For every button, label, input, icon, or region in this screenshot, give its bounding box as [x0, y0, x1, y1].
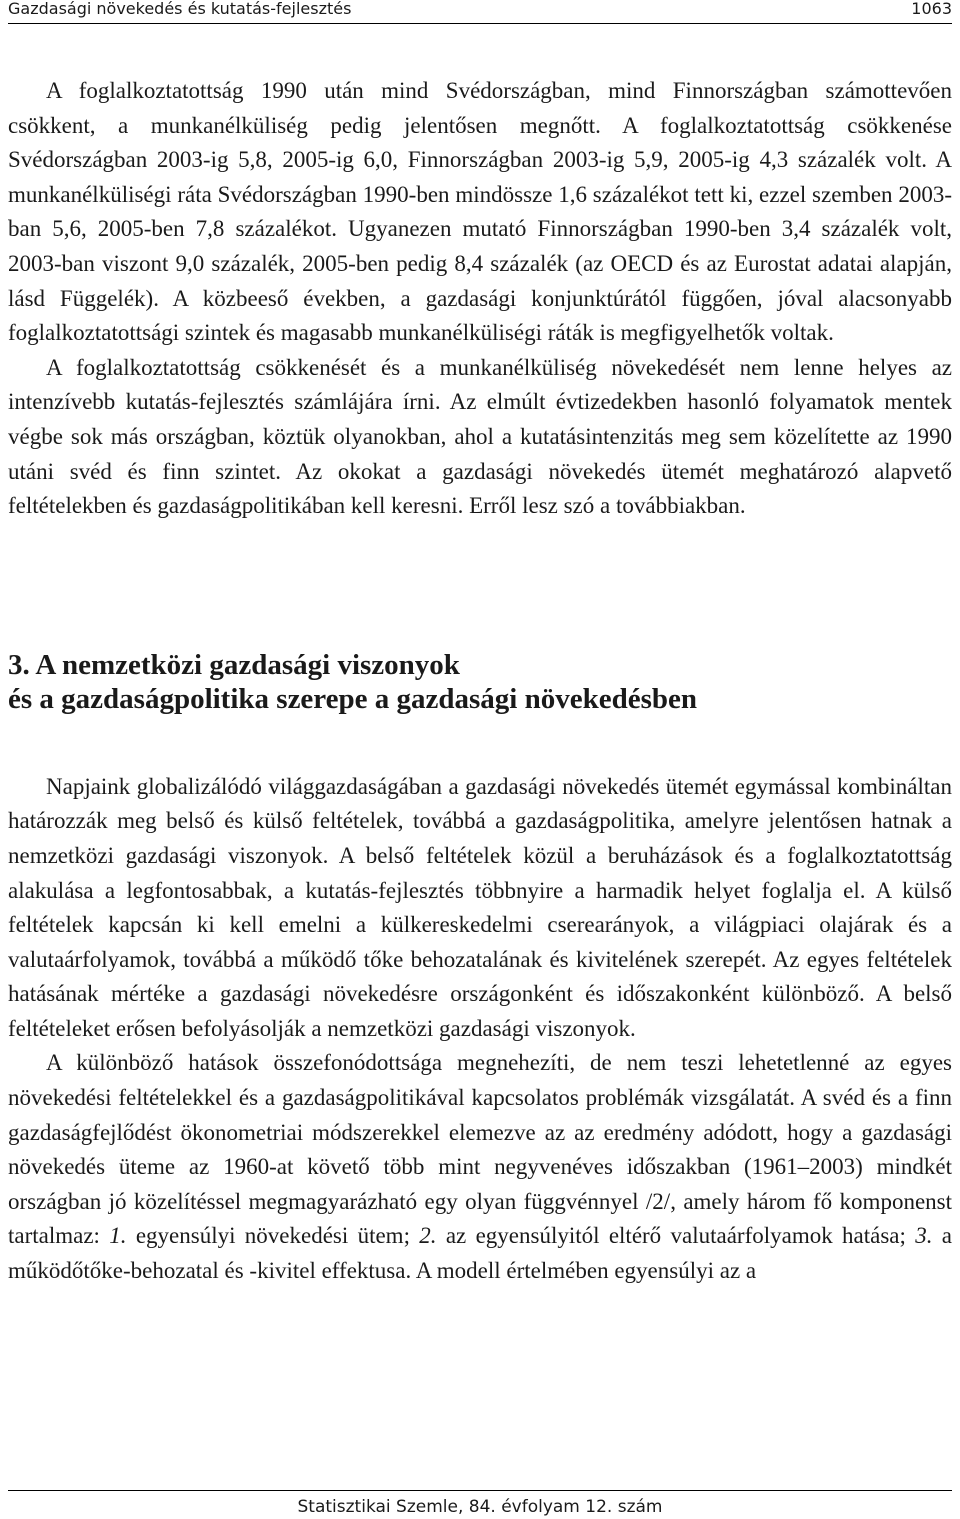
paragraph-causes: A foglalkoztatottság csökkenését és a munkanélküliség növekedését nem lenne helyes az intenzívebb kutatás-fejlesztés számlájára írni. Az elmúlt évtizedekben hasonló folyamatok mentek végbe sok más országban, köztük olyanokban, ahol a kutatásintenzitás meg sem közelítette az 1990 utáni svéd és finn szintet. Az okokat a gazdasági növekedés ütemét meghatározó alapvető feltételekben és gazdaságpolitikában kell keresni. Erről lesz szó a továbbiakban. [8, 354, 952, 519]
component-number-3: 3. [915, 1223, 933, 1249]
paragraph-model [8, 1046, 952, 1288]
section-title-line-1: 3. A nemzetközi gazdasági viszonyok [8, 648, 460, 681]
running-header [8, 0, 952, 24]
section-title-line-2: és a gazdaságpolitika szerepe a gazdasági növekedésben [8, 682, 698, 715]
paragraph-global-economy: Napjaink globalizálódó világgazdaságában a gazdasági növekedés ütemét egymással kombináltan határozzák meg belső és külső feltételek, továbbá a gazdaságpolitika, amelyre jelentősen hatnak a nemzetközi gazdasági viszonyok. A belső feltételek közül a beruházások és a foglalkoztatottság alakulása a legfontosabbak, a kutatás-fejlesztés többnyire a harmadik helyet foglalja el. A külső feltételek kapcsán ki kell emelni a külkereskedelmi cserearányok, a világpiaci olajárak és a valutaárfolyamok, továbbá a működő tőke behozatalának és kivitelének szerepét. Az egyes feltételek hatásának mértéke a gazdasági növekedésre országonként és időszakonként különböző. A belső feltételeket erősen befolyásolják a nemzetközi gazdasági viszonyok. [8, 773, 952, 1041]
section-title [8, 648, 952, 716]
model-text-d: a működőtőke-behozatal és -kivitel effektusa. A modell értelmében egyensúlyi az a [8, 1223, 952, 1284]
page-number: 1063 [911, 0, 952, 18]
model-text-a: A különböző hatások összefonódottsága megnehezíti, de nem teszi lehetetlenné az egyes növekedési feltételekkel és a gazdaságpolitikával kapcsolatos problémák vizsgálatát. A svéd és a finn gazdaságfejlődést ökonometriai módszerekkel elemezve az az eredmény adódott, hogy a gazdasági növekedés üteme az 1960-at követő több mint negyvenéves időszakban (1961–2003) mindkét országban jó közelítéssel megmagyarázható egy olyan függvénnyel /2/, amely három fő komponenst tartalmaz: [8, 1050, 952, 1249]
model-text-b: egyensúlyi növekedési ütem; [126, 1223, 420, 1249]
paragraph-employment: A foglalkoztatottság 1990 után mind Svédországban, mind Finnországban számottevően csökkent, a munkanélküliség pedig jelentősen megnőtt. A foglalkoztatottság csökkenése Svédországban 2003-ig 5,8, 2005-ig 6,0, Finnországban 2003-ig 5,9, 2005-ig 4,3 százalék volt. A munkanélküliségi ráta Svédországban 1990-ben mindössze 1,6 százalékot tett ki, ezzel szemben 2003-ban 5,6, 2005-ben 7,8 százalékot. Ugyanezen mutató Finnországban 1990-ben 3,4 százalék volt, 2003-ban viszont 9,0 százalék, 2005-ben pedig 8,4 százalék (az OECD és az Eurostat adatai alapján, lásd Függelék). A közbeeső években, a gazdasági konjunktúrától függően, jóval alacsonyabb foglalkoztatottsági szintek és magasabb munkanélküliségi ráták is megfigyelhetők voltak. [8, 78, 952, 346]
running-title: Gazdasági növekedés és kutatás-fejlesztés [8, 0, 352, 18]
section-body [8, 770, 952, 1289]
page-content [8, 74, 952, 1289]
journal-citation: Statisztikai Szemle, 84. évfolyam 12. szám [297, 1497, 663, 1517]
running-footer [8, 1490, 952, 1519]
model-text-c: az egyensúlyitól eltérő valutaárfolyamok hatása; [436, 1223, 916, 1249]
component-number-1: 1. [109, 1223, 127, 1249]
component-number-2: 2. [419, 1223, 437, 1249]
